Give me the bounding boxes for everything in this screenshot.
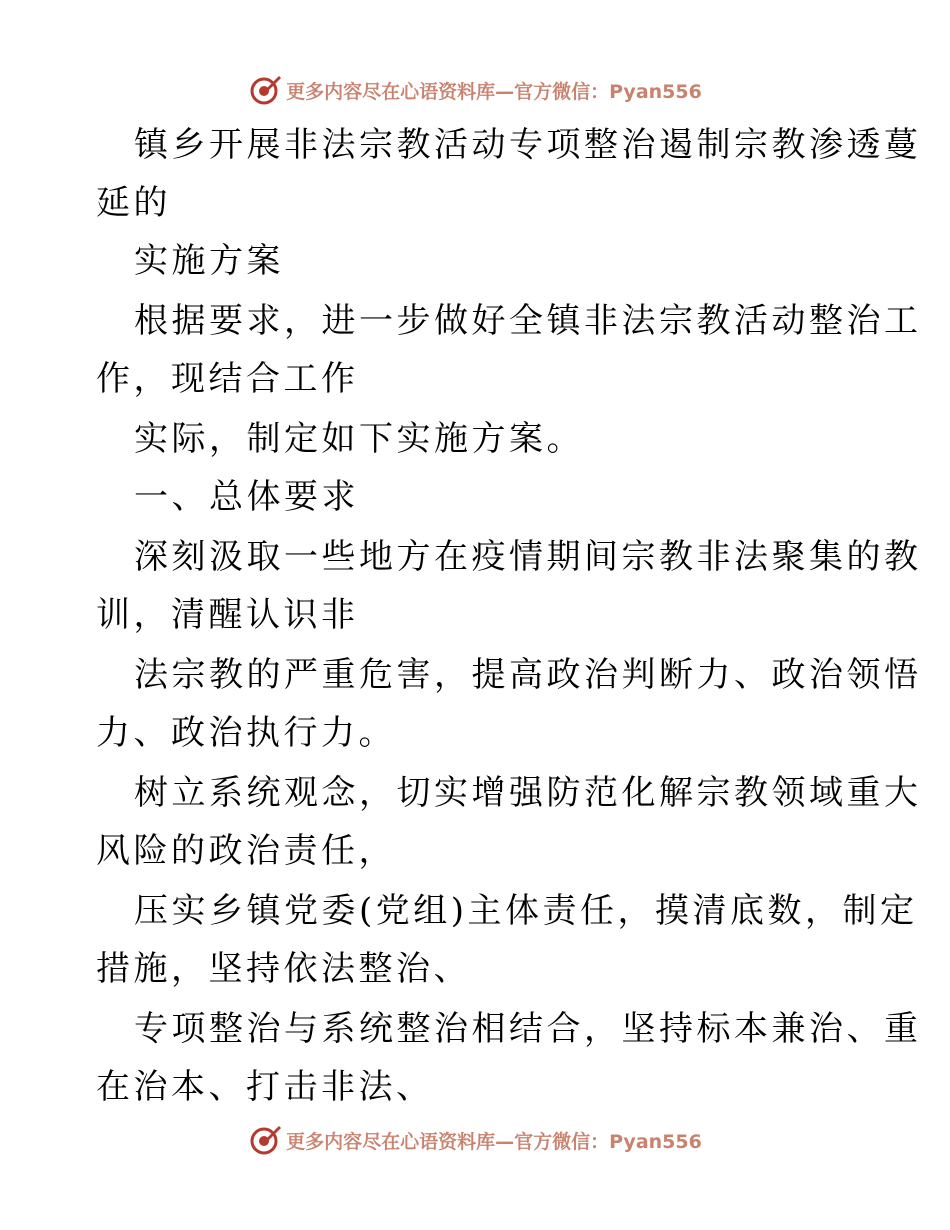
paragraph-line: 根据要求，进一步做好全镇非法宗教活动整治工 — [134, 301, 922, 341]
paragraph-line: 作，现结合工作 — [96, 359, 359, 399]
paragraph-line: 树立系统观念，切实增强防范化解宗教领域重大 — [134, 773, 922, 813]
subtitle: 实施方案 — [134, 241, 284, 281]
paragraph-line: 实际，制定如下实施方案。 — [134, 419, 584, 459]
paragraph-line: 在治本、打击非法、 — [96, 1067, 434, 1107]
watermark-text: 更多内容尽在心语资料库—官方微信：Pyan556 — [286, 1130, 702, 1153]
paragraph-line: 压实乡镇党委(党组)主体责任，摸清底数，制定 — [134, 891, 918, 931]
watermark-footer — [0, 1120, 950, 1160]
quill-seal-icon — [248, 73, 282, 107]
paragraph-line: 训，清醒认识非 — [96, 595, 359, 635]
title-line-2: 延的 — [96, 183, 171, 223]
paragraph-line: 法宗教的严重危害，提高政治判断力、政治领悟 — [134, 655, 922, 695]
title-line-1: 镇乡开展非法宗教活动专项整治遏制宗教渗透蔓 — [134, 125, 922, 165]
paragraph-line: 措施，坚持依法整治、 — [96, 949, 471, 989]
paragraph-line: 风险的政治责任， — [96, 831, 396, 871]
section-heading: 一、总体要求 — [134, 477, 359, 517]
watermark-text: 更多内容尽在心语资料库—官方微信：Pyan556 — [286, 80, 702, 103]
paragraph-line: 专项整治与系统整治相结合，坚持标本兼治、重 — [134, 1009, 922, 1049]
quill-seal-icon — [248, 1123, 282, 1157]
watermark-header — [0, 70, 950, 110]
paragraph-line: 深刻汲取一些地方在疫情期间宗教非法聚集的教 — [134, 537, 922, 577]
paragraph-line: 力、政治执行力。 — [96, 713, 396, 753]
